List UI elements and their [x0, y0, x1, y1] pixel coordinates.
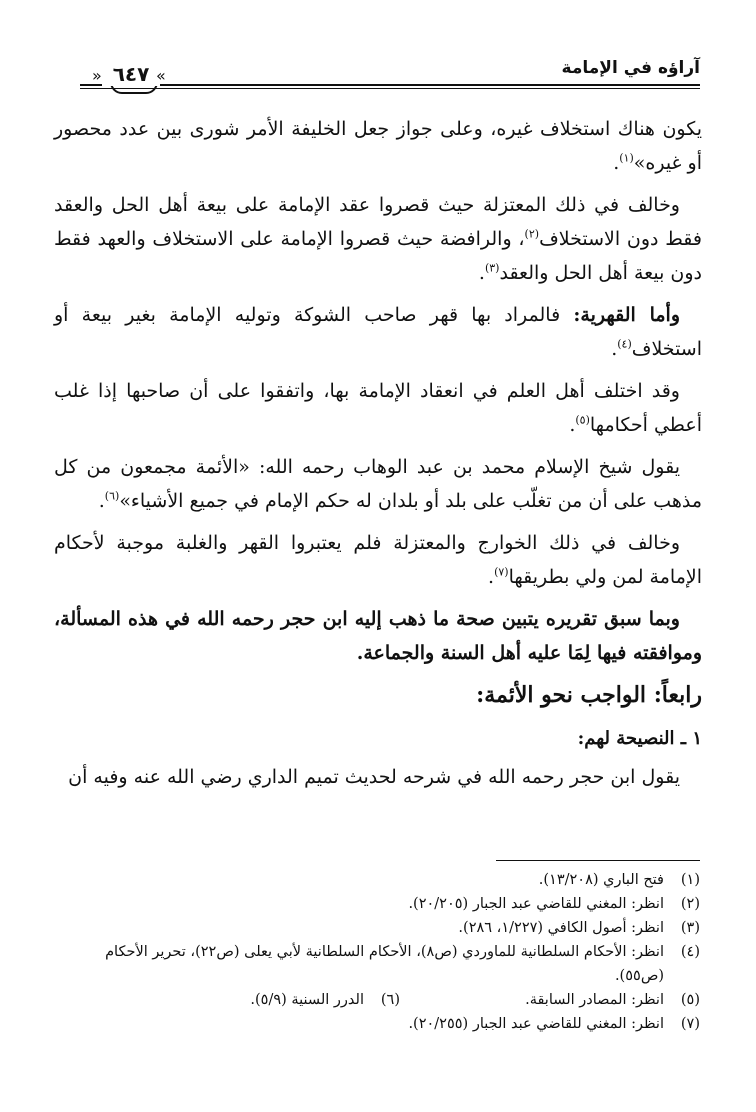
footnote-number: (٤) [680, 944, 700, 960]
section-heading: رابعاً: الواجب نحو الأئمة: [476, 682, 702, 708]
page-number: ٦٤٧ [102, 62, 160, 86]
paragraph: وأما القهرية: فالمراد بها قهر صاحب الشوكة وتوليه الإمامة بغير بيعة أو استخلاف$^{(٤)}$. [54, 304, 702, 360]
paragraph-text: وقد اختلف أهل العلم في انعقاد الإمامة بها، واتفقوا على أن صاحبها إذا غلب أعطي أحكامها [54, 380, 702, 436]
footnote-text: فتح الباري (١٣/٢٠٨). [538, 872, 664, 888]
paragraph-text: يقول شيخ الإسلام محمد بن عبد الوهاب رحمه الله: «الأئمة مجمعون من كل مذهب على أن من تغلّب على بلد أو بلدان له حكم الإمام في جميع الأشياء» [54, 456, 702, 512]
ornament-right-icon: » [156, 66, 166, 85]
ornament-left-icon: « [92, 66, 102, 85]
paragraph: يقول شيخ الإسلام محمد بن عبد الوهاب رحمه الله: «الأئمة مجمعون من كل مذهب على أن من تغلّب على بلد أو بلدان له حكم الإمام في جميع الأشياء»$^{(٦)}$. [54, 456, 702, 512]
footnote-item [400, 988, 700, 1012]
paragraph-text: فالمراد بها قهر صاحب الشوكة وتوليه الإمامة بغير بيعة أو استخلاف [54, 304, 702, 360]
footnote-ref[interactable]: (٤) [617, 337, 632, 351]
paragraph-text: ، والرافضة حيث قصروا الإمامة على الاستخلاف والعهد فقط دون بيعة أهل الحل والعقد [54, 228, 702, 284]
paragraph: وخالف في ذلك الخوارج والمعتزلة فلم يعتبروا القهر والغلبة موجبة لأحكام الإمامة لمن ولي بطريقها$^{(٧)}$. [54, 532, 702, 588]
paragraph: وخالف في ذلك المعتزلة حيث قصروا عقد الإمامة على بيعة أهل الحل والعقد فقط دون الاستخلاف$^{(٢)}$، والرافضة حيث قصروا الإمامة على الاستخلاف والعهد فقط دون بيعة أهل الحل والعقد$^{(٣)}$. [54, 194, 702, 284]
paragraph: يقول ابن حجر رحمه الله في شرحه لحديث تميم الداري رضي الله عنه وفيه أن [68, 766, 680, 788]
running-title: آراؤه في الإمامة [561, 58, 700, 78]
footnote-number: (٢) [680, 896, 700, 912]
footnote-number: (٦) [380, 992, 400, 1008]
footnote-item [52, 940, 700, 988]
main-text [54, 112, 702, 802]
footnote-text: انظر: المصادر السابقة. [525, 992, 664, 1008]
paragraph: وقد اختلف أهل العلم في انعقاد الإمامة بها، واتفقوا على أن صاحبها إذا غلب أعطي أحكامها$^{(٥)}$. [54, 380, 702, 436]
paragraph-text: وخالف في ذلك الخوارج والمعتزلة فلم يعتبروا القهر والغلبة موجبة لأحكام الإمامة لمن ولي بطريقها [54, 532, 702, 588]
footnote-item [100, 988, 400, 1012]
footnote-row-split [52, 988, 700, 1012]
paragraph-text: يكون هناك استخلاف غيره، وعلى جواز جعل الخليفة الأمر شورى بين عدد محصور أو غيره» [54, 118, 702, 174]
paragraph: يكون هناك استخلاف غيره، وعلى جواز جعل الخليفة الأمر شورى بين عدد محصور أو غيره»$^{(١)}$. [54, 118, 702, 174]
header-rule [80, 84, 700, 89]
footnote-ref[interactable]: (٦) [104, 489, 120, 503]
footnote-ref[interactable]: (٣) [484, 261, 500, 275]
footnote-item [52, 1012, 700, 1036]
footnote-number: (٥) [680, 992, 700, 1008]
paragraph-text: وخالف في ذلك المعتزلة حيث قصروا عقد الإمامة على بيعة أهل الحل والعقد فقط دون الاستخلاف [54, 194, 702, 250]
paragraph-lead: وأما القهرية: [573, 304, 680, 326]
footnote-item [52, 892, 700, 916]
footnote-ref[interactable]: (١) [619, 151, 634, 165]
footnote-number: (٣) [680, 920, 700, 936]
footnote-ref[interactable]: (٧) [494, 565, 509, 579]
footnote-text: انظر: الأحكام السلطانية للماوردي (ص٨)، الأحكام السلطانية لأبي يعلى (ص٢٢)، تحرير الأحكام (ص٥٥). [105, 944, 664, 984]
footnote-ref[interactable]: (٢) [524, 227, 540, 241]
footnote-text: انظر: المغني للقاضي عبد الجبار (٢٠/٢٥٥). [408, 1016, 664, 1032]
paragraph-bold: وبما سبق تقريره يتبين صحة ما ذهب إليه ابن حجر رحمه الله في هذه المسألة، وموافقته فيها لِمَا عليه أهل السنة والجماعة. [54, 608, 702, 664]
footnote-text: انظر: أصول الكافي (١/٢٢٧، ٢٨٦). [458, 920, 664, 936]
footnotes [52, 868, 700, 1036]
footnote-ref[interactable]: (٥) [575, 413, 590, 427]
footnote-number: (١) [680, 872, 700, 888]
footnote-item [52, 916, 700, 940]
footnote-rule [496, 860, 700, 861]
sub-heading: ١ ـ النصيحة لهم: [577, 728, 702, 749]
footnote-item [52, 868, 700, 892]
footnote-text: الدرر السنية (٥/٩). [250, 992, 364, 1008]
footnote-text: انظر: المغني للقاضي عبد الجبار (٢٠/٢٠٥). [408, 896, 664, 912]
footnote-number: (٧) [680, 1016, 700, 1032]
